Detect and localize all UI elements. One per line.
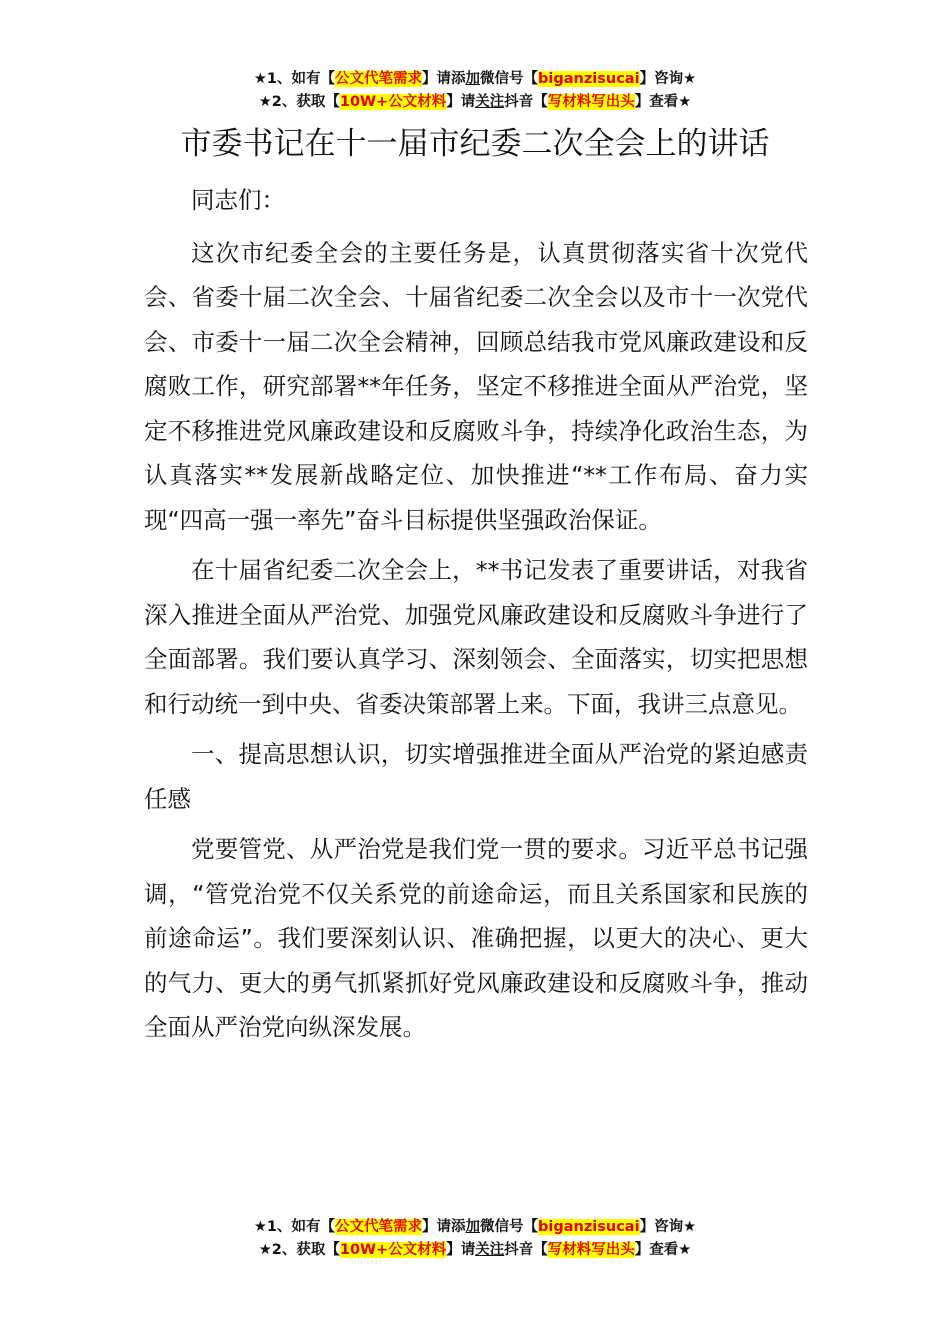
banner-text: 微信号【 — [480, 1219, 539, 1235]
banner-line-2 — [0, 1239, 950, 1262]
paragraph: 在十届省纪委二次全会上，**书记发表了重要讲话，对我省深入推进全面从严治党、加强党风廉政建设和反腐败斗争进行了全面部署。我们要认真学习、深刻领会、全面落实，切实把思想和行动统一到中央、省委决策部署上来。下面，我讲三点意见。 — [144, 556, 808, 718]
greeting: 同志们： — [191, 186, 285, 214]
banner-text: ★2、获取【 — [258, 1242, 340, 1258]
banner-wechat-id: biganzisucai — [538, 1219, 640, 1235]
footer-banner — [0, 1216, 950, 1262]
banner-line-2 — [0, 91, 950, 114]
banner-highlight: 10W+公文材料 — [339, 1242, 447, 1258]
banner-wechat-id: biganzisucai — [538, 71, 640, 87]
banner-douyin-name: 写材料写出头 — [547, 1242, 635, 1258]
banner-text: 】请添 — [422, 1219, 466, 1235]
banner-text: 】查看★ — [634, 94, 692, 110]
banner-highlight: 公文代笔需求 — [335, 71, 423, 87]
banner-highlight: 公文代笔需求 — [335, 1219, 423, 1235]
banner-line-1 — [0, 68, 950, 91]
banner-text: 】咨询★ — [639, 71, 697, 87]
banner-text: 抖音【 — [504, 94, 548, 110]
banner-line-1 — [0, 1216, 950, 1239]
banner-text: ★2、获取【 — [258, 94, 340, 110]
paragraph: 这次市纪委全会的主要任务是，认真贯彻落实省十次党代会、省委十届二次全会、十届省纪委二次全会以及市十一次党代会、市委十一届二次全会精神，回顾总结我市党风廉政建设和反腐败工作，研究部署**年任务，坚定不移推进全面从严治党，坚定不移推进党风廉政建设和反腐败斗争，持续净化政治生态，为认真落实**发展新战略定位、加快推进“**工作布局、奋力实现“四高一强一率先”奋斗目标提供坚强政治保证。 — [144, 238, 808, 534]
banner-underlined: 关注 — [475, 94, 505, 110]
paragraph: 党要管党、从严治党是我们党一贯的要求。习近平总书记强调，“管党治党不仅关系党的前途命运，而且关系国家和民族的前途命运”。我们要深刻认识、准确把握，以更大的决心、更大的气力、更大的勇气抓紧抓好党风廉政建设和反腐败斗争，推动全面从严治党向纵深发展。 — [144, 835, 808, 1041]
banner-text: 】查看★ — [634, 1242, 692, 1258]
banner-text: 微信号【 — [480, 71, 539, 87]
banner-text: 】咨询★ — [639, 1219, 697, 1235]
banner-underlined: 加 — [465, 71, 481, 87]
document-title: 市委书记在十一届市纪委二次全会上的讲话 — [180, 126, 770, 162]
banner-text: 】请添 — [422, 71, 466, 87]
header-banner — [0, 68, 950, 114]
banner-text: 】请 — [446, 1242, 476, 1258]
banner-highlight: 10W+公文材料 — [339, 94, 447, 110]
banner-underlined: 加 — [465, 1219, 481, 1235]
banner-douyin-name: 写材料写出头 — [547, 94, 635, 110]
banner-text: 抖音【 — [504, 1242, 548, 1258]
document-body — [144, 178, 808, 1056]
banner-text: ★1、如有【 — [253, 1219, 336, 1235]
banner-underlined: 关注 — [475, 1242, 505, 1258]
section-heading: 一、提高思想认识，切实增强推进全面从严治党的紧迫感责任感 — [144, 740, 808, 813]
banner-text: ★1、如有【 — [253, 71, 336, 87]
banner-text: 】请 — [446, 94, 476, 110]
